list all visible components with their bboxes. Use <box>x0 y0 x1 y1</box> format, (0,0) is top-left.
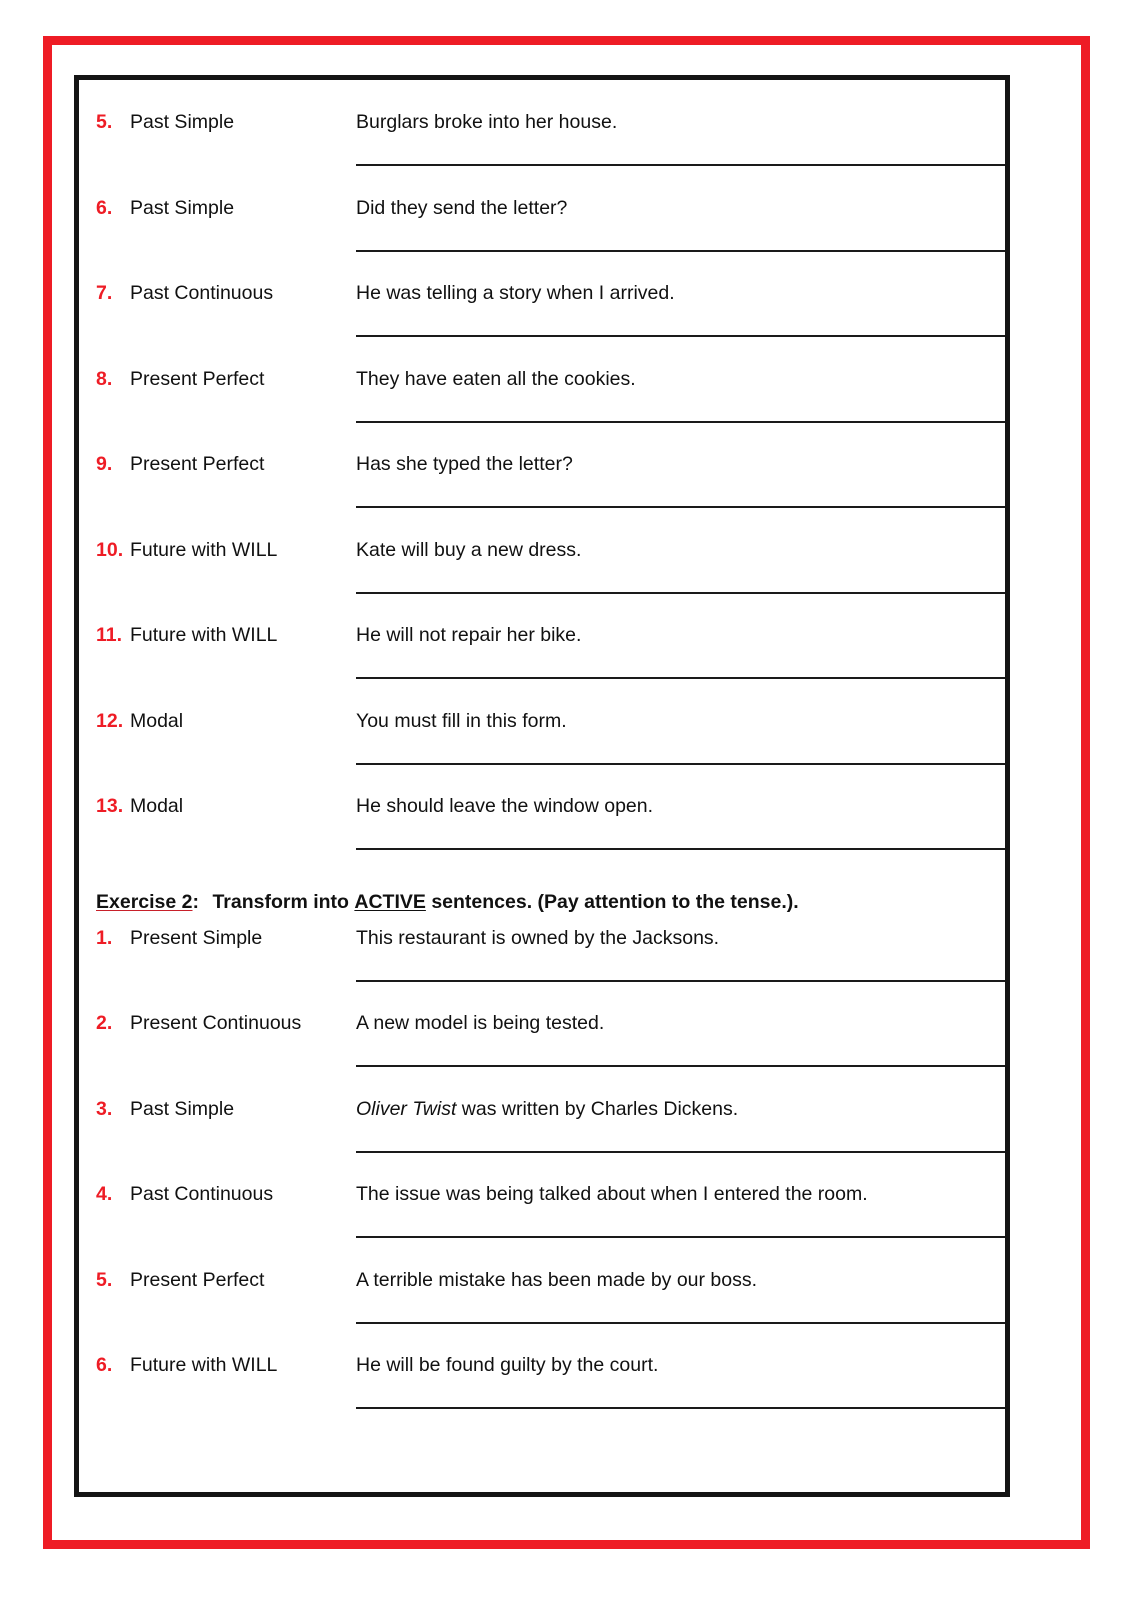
sentence-and-answer-area <box>356 710 1005 732</box>
answer-write-line[interactable] <box>356 506 1005 508</box>
source-sentence: He should leave the window open. <box>356 795 654 817</box>
tense-label: Past Continuous <box>130 1183 274 1205</box>
exercise2-instruction-part1: Transform into <box>212 890 349 913</box>
item-number: 5. <box>96 1268 113 1291</box>
source-sentence: A terrible mistake has been made by our boss. <box>356 1268 758 1291</box>
sentence-and-answer-area <box>356 795 1005 817</box>
tense-label: Present Perfect <box>130 453 265 475</box>
worksheet-content <box>79 80 1005 1492</box>
answer-write-line[interactable] <box>356 164 1005 166</box>
sentence-and-answer-area <box>356 1354 1005 1376</box>
answer-write-line[interactable] <box>356 1065 1005 1067</box>
item-number: 4. <box>96 1183 113 1205</box>
answer-write-line[interactable] <box>356 250 1005 252</box>
source-sentence: Kate will buy a new dress. <box>356 538 582 561</box>
exercise2-label: Exercise 2 <box>96 890 193 913</box>
sentence-and-answer-area <box>356 1183 1005 1205</box>
sentence-and-answer-area <box>356 1269 1005 1291</box>
answer-write-line[interactable] <box>356 592 1005 594</box>
answer-write-line[interactable] <box>356 1407 1005 1409</box>
exercise-row <box>79 1098 1005 1184</box>
sentence-and-answer-area <box>356 197 1005 219</box>
item-number: 12. <box>96 709 124 732</box>
exercise-row <box>79 795 1005 881</box>
sentence-and-answer-area <box>356 1098 1005 1120</box>
tense-label: Past Simple <box>130 1097 235 1120</box>
item-number: 5. <box>96 111 113 133</box>
exercise2-item-list <box>79 927 1005 1440</box>
tense-label: Future with WILL <box>130 1354 278 1376</box>
exercise2-heading <box>79 881 1005 927</box>
sentence-and-answer-area <box>356 453 1005 475</box>
sentence-text: was written by Charles Dickens. <box>456 1097 739 1120</box>
exercise-row <box>79 710 1005 796</box>
item-number: 9. <box>96 453 113 475</box>
tense-label: Present Perfect <box>130 1268 265 1291</box>
exercise-row <box>79 927 1005 1013</box>
tense-label: Future with WILL <box>130 538 278 561</box>
answer-write-line[interactable] <box>356 980 1005 982</box>
answer-write-line[interactable] <box>356 421 1005 423</box>
tense-label: Future with WILL <box>130 624 278 646</box>
exercise-row <box>79 453 1005 539</box>
italic-title: Oliver Twist <box>356 1097 457 1120</box>
source-sentence: He will not repair her bike. <box>356 624 582 646</box>
exercise-row <box>79 624 1005 710</box>
item-number: 8. <box>96 367 113 390</box>
sentence-and-answer-area <box>356 927 1005 949</box>
answer-write-line[interactable] <box>356 848 1005 850</box>
answer-write-line[interactable] <box>356 763 1005 765</box>
tense-label: Past Continuous <box>130 282 274 304</box>
tense-label: Present Perfect <box>130 367 265 390</box>
exercise-row <box>79 80 1005 197</box>
source-sentence: They have eaten all the cookies. <box>356 367 636 390</box>
source-sentence: A new model is being tested. <box>356 1012 605 1034</box>
item-number: 6. <box>96 1354 113 1376</box>
tense-label: Present Simple <box>130 926 263 949</box>
exercise2-instruction-part2: sentences. (Pay attention to the tense.). <box>431 890 799 913</box>
source-sentence: This restaurant is owned by the Jacksons. <box>356 926 720 949</box>
source-sentence: He was telling a story when I arrived. <box>356 282 675 304</box>
answer-write-line[interactable] <box>356 677 1005 679</box>
exercise-row <box>79 1354 1005 1440</box>
source-sentence: Did they send the letter? <box>356 196 568 219</box>
sentence-and-answer-area <box>356 1012 1005 1034</box>
exercise-row <box>79 282 1005 368</box>
exercise-row <box>79 1183 1005 1269</box>
item-number: 2. <box>96 1012 113 1034</box>
exercise-row <box>79 368 1005 454</box>
sentence-and-answer-area <box>356 282 1005 304</box>
exercise-row <box>79 1269 1005 1355</box>
source-sentence <box>356 1098 1005 1120</box>
source-sentence: The issue was being talked about when I entered the room. <box>356 1183 868 1205</box>
exercise2-emphasis-active: ACTIVE <box>354 890 426 913</box>
answer-write-line[interactable] <box>356 1236 1005 1238</box>
tense-label: Past Simple <box>130 196 235 219</box>
exercise2-heading-colon: : <box>192 890 200 913</box>
tense-label: Past Simple <box>130 111 235 133</box>
item-number: 7. <box>96 282 113 304</box>
item-number: 13. <box>96 795 124 817</box>
item-number: 3. <box>96 1097 113 1120</box>
answer-write-line[interactable] <box>356 1322 1005 1324</box>
item-number: 1. <box>96 926 113 949</box>
item-number: 11. <box>96 624 123 646</box>
sentence-and-answer-area <box>356 111 1005 133</box>
item-number: 10. <box>96 538 124 561</box>
sentence-and-answer-area <box>356 539 1005 561</box>
item-number: 6. <box>96 196 113 219</box>
exercise-row <box>79 539 1005 625</box>
sentence-and-answer-area <box>356 368 1005 390</box>
answer-write-line[interactable] <box>356 1151 1005 1153</box>
source-sentence: He will be found guilty by the court. <box>356 1354 659 1376</box>
answer-write-line[interactable] <box>356 335 1005 337</box>
tense-label: Modal <box>130 709 184 732</box>
source-sentence: You must fill in this form. <box>356 709 567 732</box>
tense-label: Modal <box>130 795 184 817</box>
source-sentence: Burglars broke into her house. <box>356 111 618 133</box>
exercise-row <box>79 197 1005 283</box>
source-sentence: Has she typed the letter? <box>356 453 573 475</box>
exercise-row <box>79 1012 1005 1098</box>
sentence-and-answer-area <box>356 624 1005 646</box>
exercise1-item-list <box>79 80 1005 881</box>
tense-label: Present Continuous <box>130 1012 302 1034</box>
